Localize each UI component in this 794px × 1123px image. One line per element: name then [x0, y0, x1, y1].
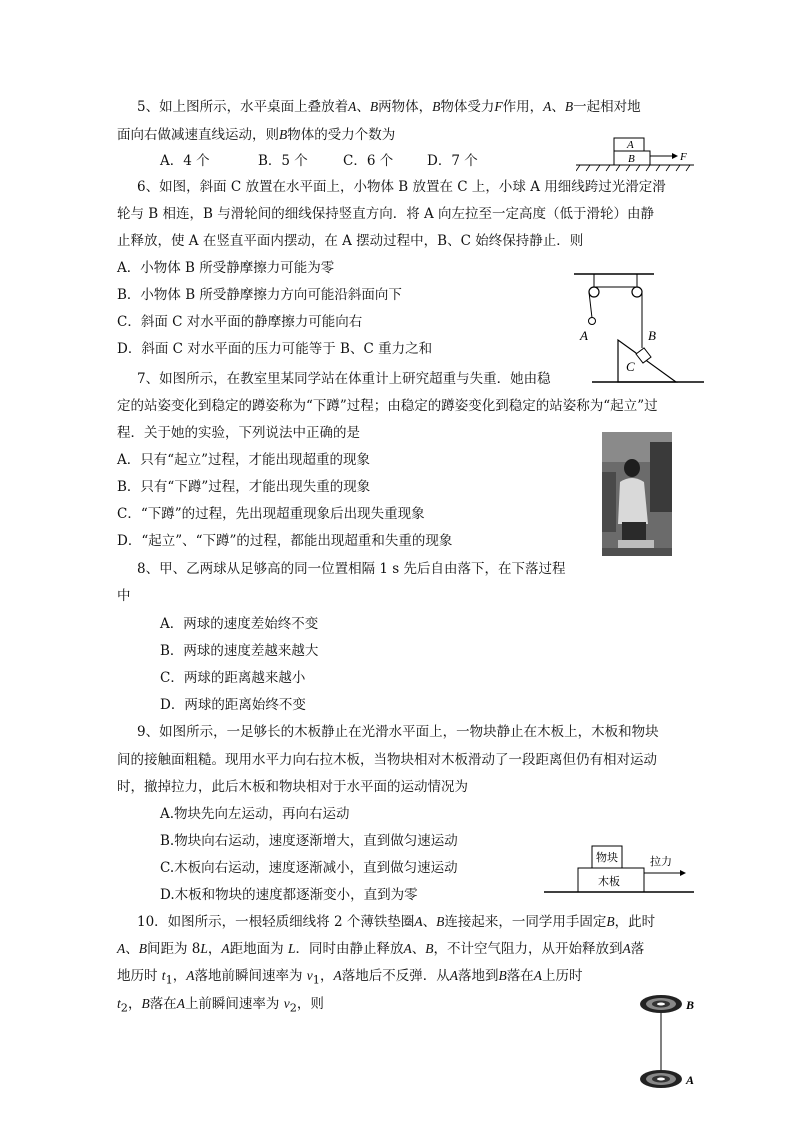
q6-option-d: D．斜面 C 对水平面的压力可能等于 B、C 重力之和 — [117, 341, 433, 357]
label-pull: 拉力 — [650, 856, 672, 868]
label-a: A — [627, 139, 634, 151]
q8-option-d: D．两球的距离始终不变 — [160, 697, 306, 713]
q6-line-2: 轮与 B 相连，B 与滑轮间的细线保持竖直方向．将 A 向左拉至一定高度（低于滑轮）由静 — [117, 206, 655, 222]
q10-line-2: A、B间距为 8L，A距地面为 L．同时由静止释放A、B，不计空气阻力，从开始释放到A落 — [117, 941, 645, 957]
label-b: B — [648, 328, 656, 343]
q6-option-c: C．斜面 C 对水平面的静摩擦力可能向右 — [117, 314, 363, 330]
q9-line-2: 间的接触面粗糙。现用水平力向右拉木板，当物块相对木板滑动了一段距离但仍有相对运动 — [117, 752, 657, 768]
label-board: 木板 — [598, 876, 620, 888]
label-a: A — [580, 328, 588, 343]
q7-line-1: 7、如图所示，在教室里某同学站在体重计上研究超重与失重．她由稳 — [137, 371, 551, 387]
q5-option-c: C．6 个 — [343, 153, 394, 169]
label-c: C — [626, 359, 635, 374]
label-a: A — [686, 1073, 695, 1087]
label-block: 物块 — [596, 852, 618, 864]
q6-option-b: B．小物体 B 所受静摩擦力方向可能沿斜面向下 — [117, 287, 402, 303]
q9-line-1: 9、如图所示，一足够长的木板静止在光滑水平面上，一物块静止在木板上，木板和物块 — [137, 724, 659, 740]
label-f: F — [680, 151, 687, 163]
label-b: B — [686, 998, 695, 1012]
q5-line-2: 面向右做减速直线运动，则B物体的受力个数为 — [117, 127, 396, 143]
student-on-scale-image — [602, 432, 672, 556]
q9-figure — [544, 842, 694, 900]
q8-option-b: B．两球的速度差越来越大 — [160, 643, 319, 659]
q10-figure — [638, 990, 702, 1092]
q7-option-b: B．只有“下蹲”过程，才能出现失重的现象 — [117, 479, 371, 495]
q8-option-c: C．两球的距离越来越小 — [160, 670, 306, 686]
q5-option-d: D．7 个 — [427, 153, 478, 169]
q7-line-3: 程．关于她的实验，下列说法中正确的是 — [117, 425, 360, 441]
q7-option-a: A．只有“起立”过程，才能出现超重的现象 — [117, 452, 371, 468]
q6-line-3: 止释放，使 A 在竖直平面内摆动，在 A 摆动过程中，B、C 始终保持静止．则 — [117, 233, 584, 249]
q8-option-a: A．两球的速度差始终不变 — [160, 616, 319, 632]
q9-option-d: D.木板和物块的速度都逐渐变小，直到为零 — [160, 887, 418, 903]
q9-option-a: A.物块先向左运动，再向右运动 — [160, 806, 350, 822]
q9-option-c: C.木板向右运动，速度逐渐减小，直到做匀速运动 — [160, 860, 458, 876]
q9-option-b: B.物块向右运动，速度逐渐增大，直到做匀速运动 — [160, 833, 458, 849]
q10-line-1: 10．如图所示，一根轻质细线将 2 个薄铁垫圈A、B连接起来，一同学用手固定B，此时 — [137, 914, 656, 930]
q5-option-a: A．4 个 — [160, 153, 210, 169]
q7-option-c: C．“下蹲”的过程，先出现超重现象后出现失重现象 — [117, 506, 425, 522]
force-arrow-head — [672, 153, 678, 159]
q9-line-3: 时，撤掉拉力，此后木板和物块相对于水平面的运动情况为 — [117, 779, 468, 795]
q5-option-b: B．5 个 — [258, 153, 308, 169]
q7-option-d: D．“起立”、“下蹲”的过程，都能出现超重和失重的现象 — [117, 533, 453, 549]
ball-a — [589, 318, 596, 325]
q6-line-1: 6、如图，斜面 C 放置在水平面上，小物体 B 放置在 C 上，小球 A 用细线跨过光滑定滑 — [137, 179, 666, 195]
pulley-left — [589, 287, 599, 297]
q5-figure — [576, 134, 694, 176]
q10-line-3: 地历时 $t_1$，A落地前瞬间速率为 $v_1$，A落地后不反弹．从A落地到B落在A上历时 — [117, 968, 583, 987]
q8-line-1: 8、甲、乙两球从足够高的同一位置相隔 1 s 先后自由落下，在下落过程 — [137, 561, 566, 577]
q7-photo — [602, 432, 672, 556]
pulley-right — [632, 287, 642, 297]
q7-line-2: 定的站姿变化到稳定的蹲姿称为“下蹲”过程；由稳定的蹲姿变化到稳定的站姿称为“起立”过 — [117, 398, 658, 414]
q8-line-2: 中 — [117, 588, 131, 604]
q10-line-4: $t_2$，B落在A上前瞬间速率为 $v_2$，则 — [117, 996, 324, 1015]
label-b: B — [628, 153, 635, 165]
q6-figure — [574, 268, 706, 386]
q6-option-a: A．小物体 B 所受静摩擦力可能为零 — [117, 260, 335, 276]
q5-line-1: 5、如上图所示，水平桌面上叠放着A、B两物体，B物体受力F作用，A、B一起相对地 — [137, 99, 641, 115]
pull-arrow-head — [680, 870, 686, 876]
